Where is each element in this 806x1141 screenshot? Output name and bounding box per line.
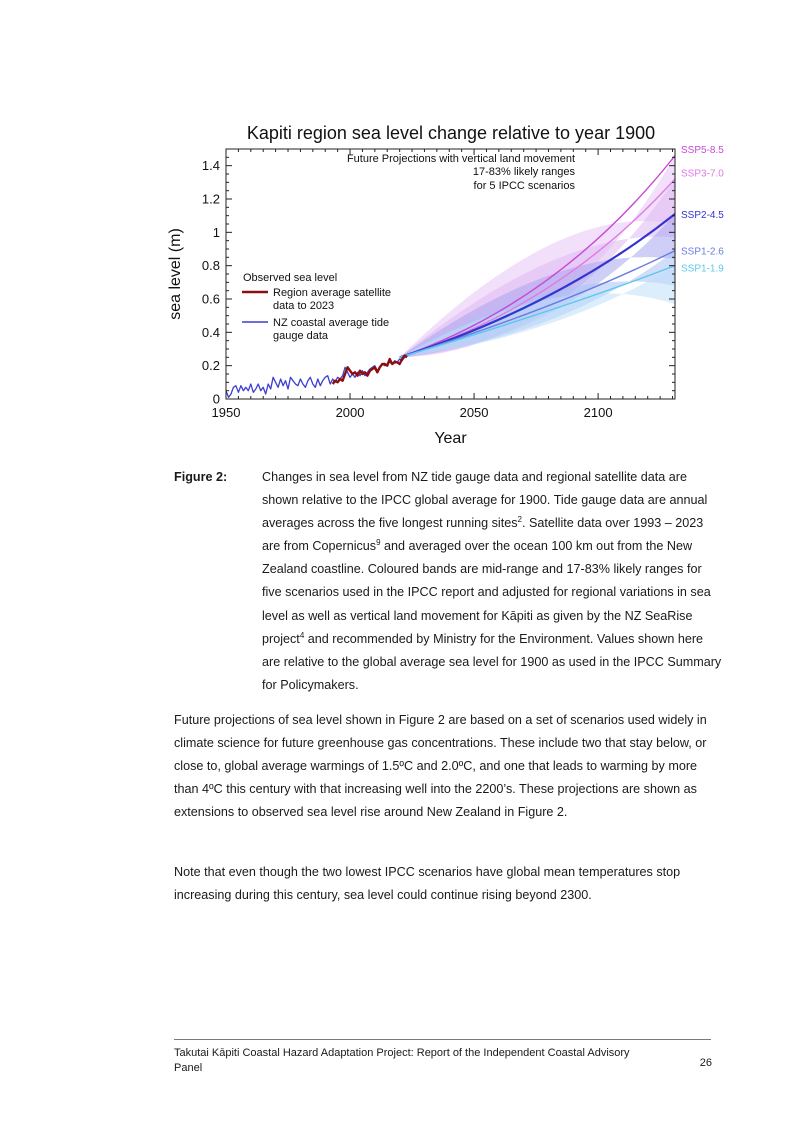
y-tick-label: 0.4 <box>201 324 220 340</box>
y-tick-label: 0.8 <box>201 258 220 274</box>
x-tick-label: 2100 <box>583 405 613 420</box>
y-axis-label: sea level (m) <box>167 228 184 320</box>
scenario-label-ssp1-2.6: SSP1-2.6 <box>681 246 724 258</box>
legend-label-tide-gauge-2: gauge data <box>273 330 329 342</box>
y-tick-label: 0 <box>212 391 220 407</box>
body-paragraph-2: Note that even though the two lowest IPCC scenarios have global mean temperatures stop increasing during this century, sea level could continue rising beyond 2300. <box>174 865 681 903</box>
sea-level-chart <box>160 115 740 455</box>
caption-footnote-ref-1: 2 <box>517 515 522 524</box>
caption-footnote-ref-3: 4 <box>299 630 305 640</box>
y-tick-label: 1.2 <box>201 191 220 207</box>
chart-annotation <box>347 153 576 192</box>
footer-divider <box>174 1039 711 1040</box>
tide-gauge-line <box>226 356 407 398</box>
chart-title: Kapiti region sea level change relative to year 1900 <box>246 123 656 143</box>
figure-label: Figure 2: <box>174 470 228 484</box>
legend-label-satellite-1: Region average satellite <box>273 287 392 299</box>
scenario-label-ssp1-1.9: SSP1-1.9 <box>681 263 724 275</box>
page-number: 26 <box>699 1057 712 1069</box>
x-tick-label: 2050 <box>459 405 489 420</box>
scenario-label-ssp3-7.0: SSP3-7.0 <box>681 168 724 180</box>
scenario-label-ssp5-8.5: SSP5-8.5 <box>681 145 724 156</box>
chart-legend <box>242 272 391 342</box>
y-tick-label: 1 <box>212 224 220 240</box>
x-tick-label: 2000 <box>335 405 365 420</box>
legend-label-satellite-2: data to 2023 <box>273 300 335 312</box>
x-axis-label: Year <box>434 430 467 447</box>
scenario-label-ssp2-4.5: SSP2-4.5 <box>681 210 724 221</box>
figure-caption-text <box>262 466 722 697</box>
y-tick-label: 1.4 <box>201 158 220 174</box>
annotation-line-2: 17-83% likely ranges <box>472 166 575 178</box>
caption-part-1: Changes in sea level from NZ tide gauge data and regional satellite data are shown relative to the IPCC global average for 1900. Tide gauge data are annual averages across the five longest running sites <box>262 470 708 531</box>
observed-series <box>226 356 407 398</box>
annotation-line-1: Future Projections with vertical land movement <box>346 153 575 165</box>
caption-part-3: and averaged over the ocean 100 km out from the New Zealand coastline. Coloured bands are mid-range and 17-83% likely ranges for five scenarios used in the IPCC report and adjusted for regional variations in sea level as well as vertical land movement for Kāpiti as given by the NZ SeaRise project <box>262 539 711 646</box>
caption-part-2: . Satellite data over 1993 – 2023 are from Copernicus <box>262 516 704 554</box>
annotation-line-3: for 5 IPCC scenarios <box>473 180 575 192</box>
legend-title: Observed sea level <box>243 272 338 284</box>
y-tick-label: 0.2 <box>201 358 220 374</box>
footer-title: Takutai Kāpiti Coastal Hazard Adaptation Project: Report of the Independent Coastal Advisory Panel <box>174 1047 630 1074</box>
caption-footnote-ref-2: 9 <box>376 538 381 548</box>
y-tick-label: 0.6 <box>201 291 220 307</box>
x-tick-label: 1950 <box>211 405 241 420</box>
scenario-labels <box>681 145 724 274</box>
legend-label-tide-gauge-1: NZ coastal average tide <box>273 317 390 329</box>
body-paragraph-1: Future projections of sea level shown in Figure 2 are based on a set of scenarios used widely in climate science for future greenhouse gas concentrations. These include two that stay below, or close to, global average warmings of 1.5ºC and 2.0ºC, and one that leads to warming by more than 4ºC this century with that increasing well into the 2200’s. These projections are shown as extensions to observed sea level rise around New Zealand in Figure 2. <box>174 713 707 820</box>
caption-part-4: and recommended by Ministry for the Environment. Values shown here are relative to the global average sea level for 1900 as used in the IPCC Summary for Policymakers. <box>262 631 722 692</box>
